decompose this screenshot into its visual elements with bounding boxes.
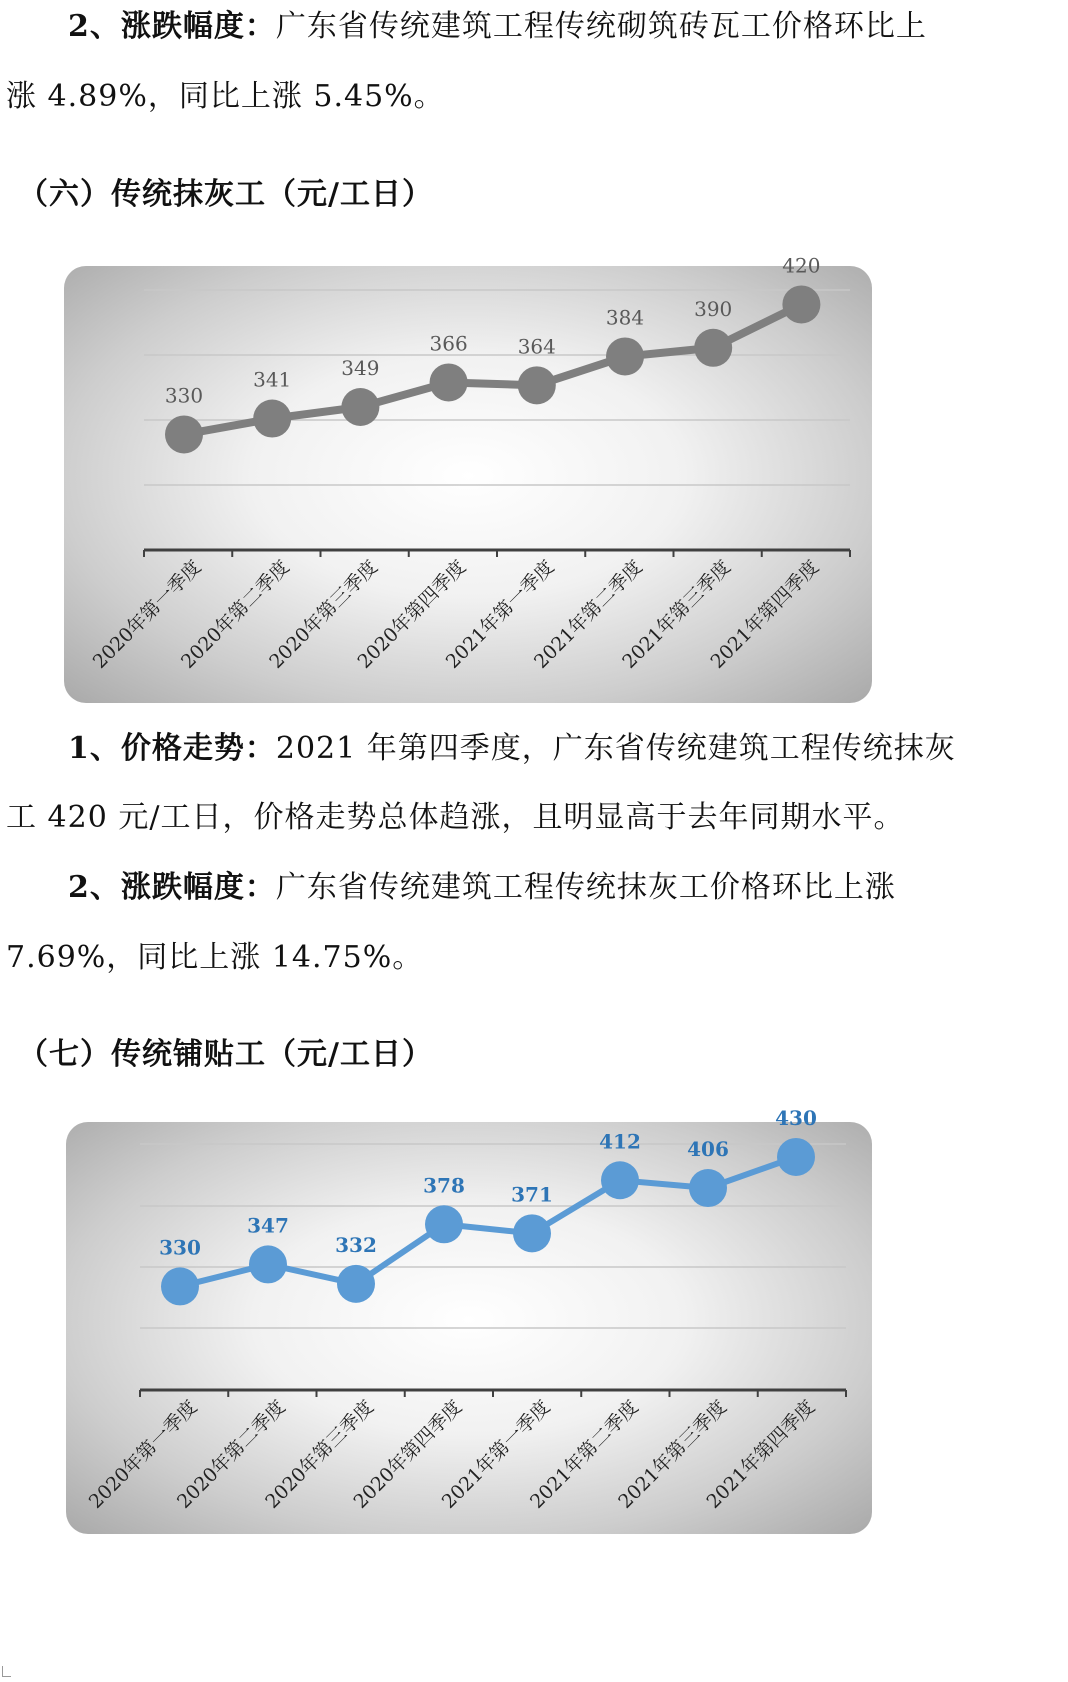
data-point: [249, 1245, 287, 1283]
data-label: 378: [423, 1173, 465, 1198]
data-label: 332: [335, 1232, 377, 1257]
data-point: [601, 1161, 639, 1199]
data-label: 371: [511, 1182, 553, 1207]
data-label: 390: [694, 296, 733, 321]
section-heading: （六）传统抹灰工（元/工日）: [18, 177, 433, 212]
data-label: 430: [775, 1105, 817, 1130]
x-tick-label: 2021年第二季度: [529, 555, 647, 673]
data-point: [782, 285, 820, 323]
data-point: [161, 1267, 199, 1305]
x-tick-label: 2020年第三季度: [265, 555, 383, 673]
data-point: [165, 415, 203, 453]
paragraph-text: 2021 年第四季度，广东省传统建筑工程传统抹灰: [275, 731, 956, 766]
x-tick-label: 2021年第三季度: [618, 555, 736, 673]
x-tick-label: 2021年第一季度: [441, 555, 559, 673]
data-label: 330: [164, 383, 204, 408]
data-point: [518, 366, 556, 404]
data-label: 412: [599, 1129, 641, 1154]
x-tick-label: 2021年第四季度: [702, 1395, 820, 1513]
data-point: [430, 363, 468, 401]
data-point: [253, 400, 291, 438]
data-label: 364: [517, 334, 556, 359]
data-point: [689, 1169, 727, 1207]
x-tick-label: 2020年第四季度: [353, 555, 471, 673]
x-tick-label: 2020年第二季度: [172, 1395, 290, 1513]
paragraph-label: 2、涨跌幅度：: [68, 870, 276, 905]
data-label: 347: [247, 1213, 289, 1238]
data-point: [606, 337, 644, 375]
x-tick-label: 2020年第一季度: [88, 555, 206, 673]
data-label: 406: [687, 1137, 729, 1162]
data-label: 330: [159, 1235, 201, 1260]
page-corner-mark: [2, 1666, 11, 1677]
paragraph-line: 涨 4.89%，同比上涨 5.45%。: [6, 79, 445, 114]
paragraph-label: 1、价格走势：: [68, 731, 276, 766]
x-tick-label: 2020年第三季度: [261, 1395, 379, 1513]
x-tick-label: 2020年第一季度: [84, 1395, 202, 1513]
x-tick-label: 2021年第一季度: [437, 1395, 555, 1513]
paragraph-line: [68, 870, 1068, 905]
x-tick-label: 2021年第四季度: [706, 555, 824, 673]
x-tick-label: 2020年第四季度: [349, 1395, 467, 1513]
paragraph-line: [68, 9, 1068, 44]
paragraph-text: 广东省传统建筑工程传统抹灰工价格环比上涨: [275, 870, 896, 905]
paragraph-text: 广东省传统建筑工程传统砌筑砖瓦工价格环比上: [275, 9, 927, 44]
data-label: 384: [605, 305, 645, 330]
data-point: [777, 1138, 815, 1176]
data-point: [341, 388, 379, 426]
line-chart-tiling: [66, 1105, 872, 1534]
line-chart-plastering: [64, 253, 872, 703]
paragraph-line: 工 420 元/工日，价格走势总体趋涨，且明显高于去年同期水平。: [6, 800, 905, 835]
chart-plastering-worker: [64, 253, 872, 703]
data-label: 420: [782, 253, 821, 278]
section-heading: （七）传统铺贴工（元/工日）: [18, 1037, 433, 1072]
x-tick-label: 2021年第三季度: [614, 1395, 732, 1513]
x-tick-label: 2020年第二季度: [176, 555, 294, 673]
data-point: [337, 1265, 375, 1303]
data-point: [425, 1205, 463, 1243]
data-point: [694, 329, 732, 367]
data-label: 366: [429, 331, 468, 356]
x-tick-label: 2021年第二季度: [525, 1395, 643, 1513]
paragraph-line: 7.69%，同比上涨 14.75%。: [6, 940, 424, 975]
data-label: 341: [253, 367, 292, 392]
chart-tiling-worker: [66, 1105, 872, 1534]
paragraph-label: 2、涨跌幅度：: [68, 9, 276, 44]
data-point: [513, 1214, 551, 1252]
data-label: 349: [341, 356, 380, 380]
paragraph-line: [68, 731, 1068, 766]
